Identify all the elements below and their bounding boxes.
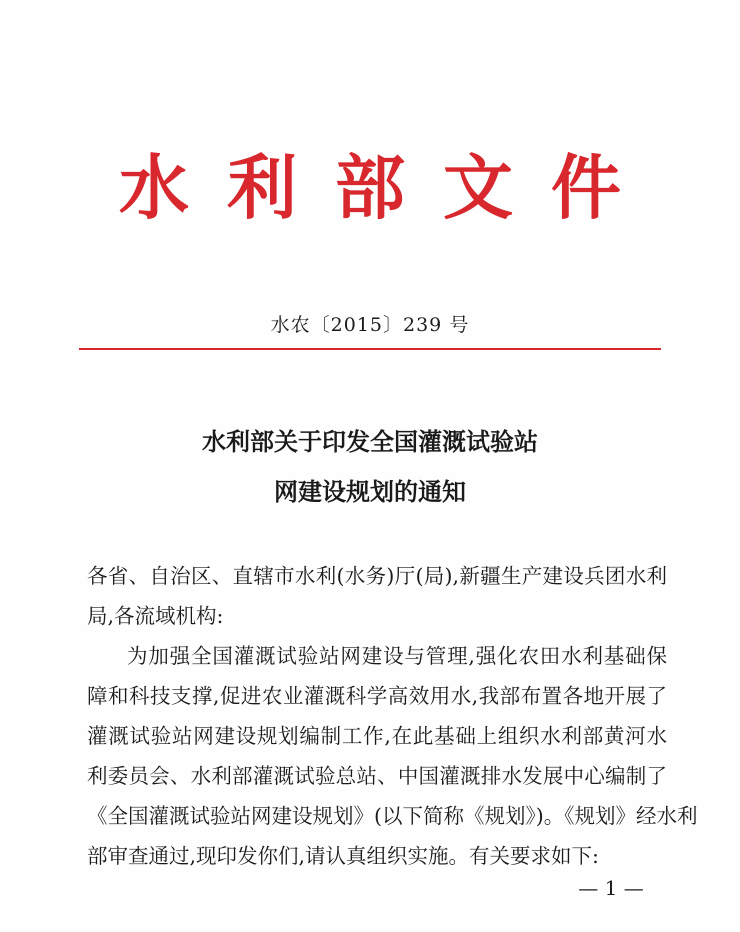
- paragraph-line-3: 灌溉试验站网建设规划编制工作,在此基础上组织水利部黄河水: [87, 724, 667, 748]
- masthead-title: 水利部文件: [119, 146, 659, 229]
- paragraph-line-1: 为加强全国灌溉试验站网建设与管理,强化农田水利基础保: [127, 644, 667, 668]
- paragraph-line-2: 障和科技支撑,促进农业灌溉科学高效用水,我部布置各地开展了: [87, 684, 667, 708]
- addressee-line-2: 局,各流域机构:: [87, 604, 224, 628]
- paragraph-line-4: 利委员会、水利部灌溉试验总站、中国灌溉排水发展中心编制了: [87, 764, 667, 788]
- addressee-line-1: 各省、自治区、直辖市水利(水务)厅(局),新疆生产建设兵团水利: [87, 564, 667, 588]
- notice-title-line-1: 水利部关于印发全国灌溉试验站: [202, 427, 538, 456]
- paragraph-line-5: 《全国灌溉试验站网建设规划》(以下简称《规划》)。《规划》经水利: [87, 804, 698, 828]
- paragraph-line-6: 部审查通过,现印发你们,请认真组织实施。有关要求如下:: [87, 844, 599, 868]
- notice-title-line-2: 网建设规划的通知: [274, 477, 466, 506]
- page-number: — 1 —: [578, 876, 644, 900]
- red-divider-line: [79, 348, 661, 350]
- document-number: 水农〔2015〕239 号: [270, 314, 470, 336]
